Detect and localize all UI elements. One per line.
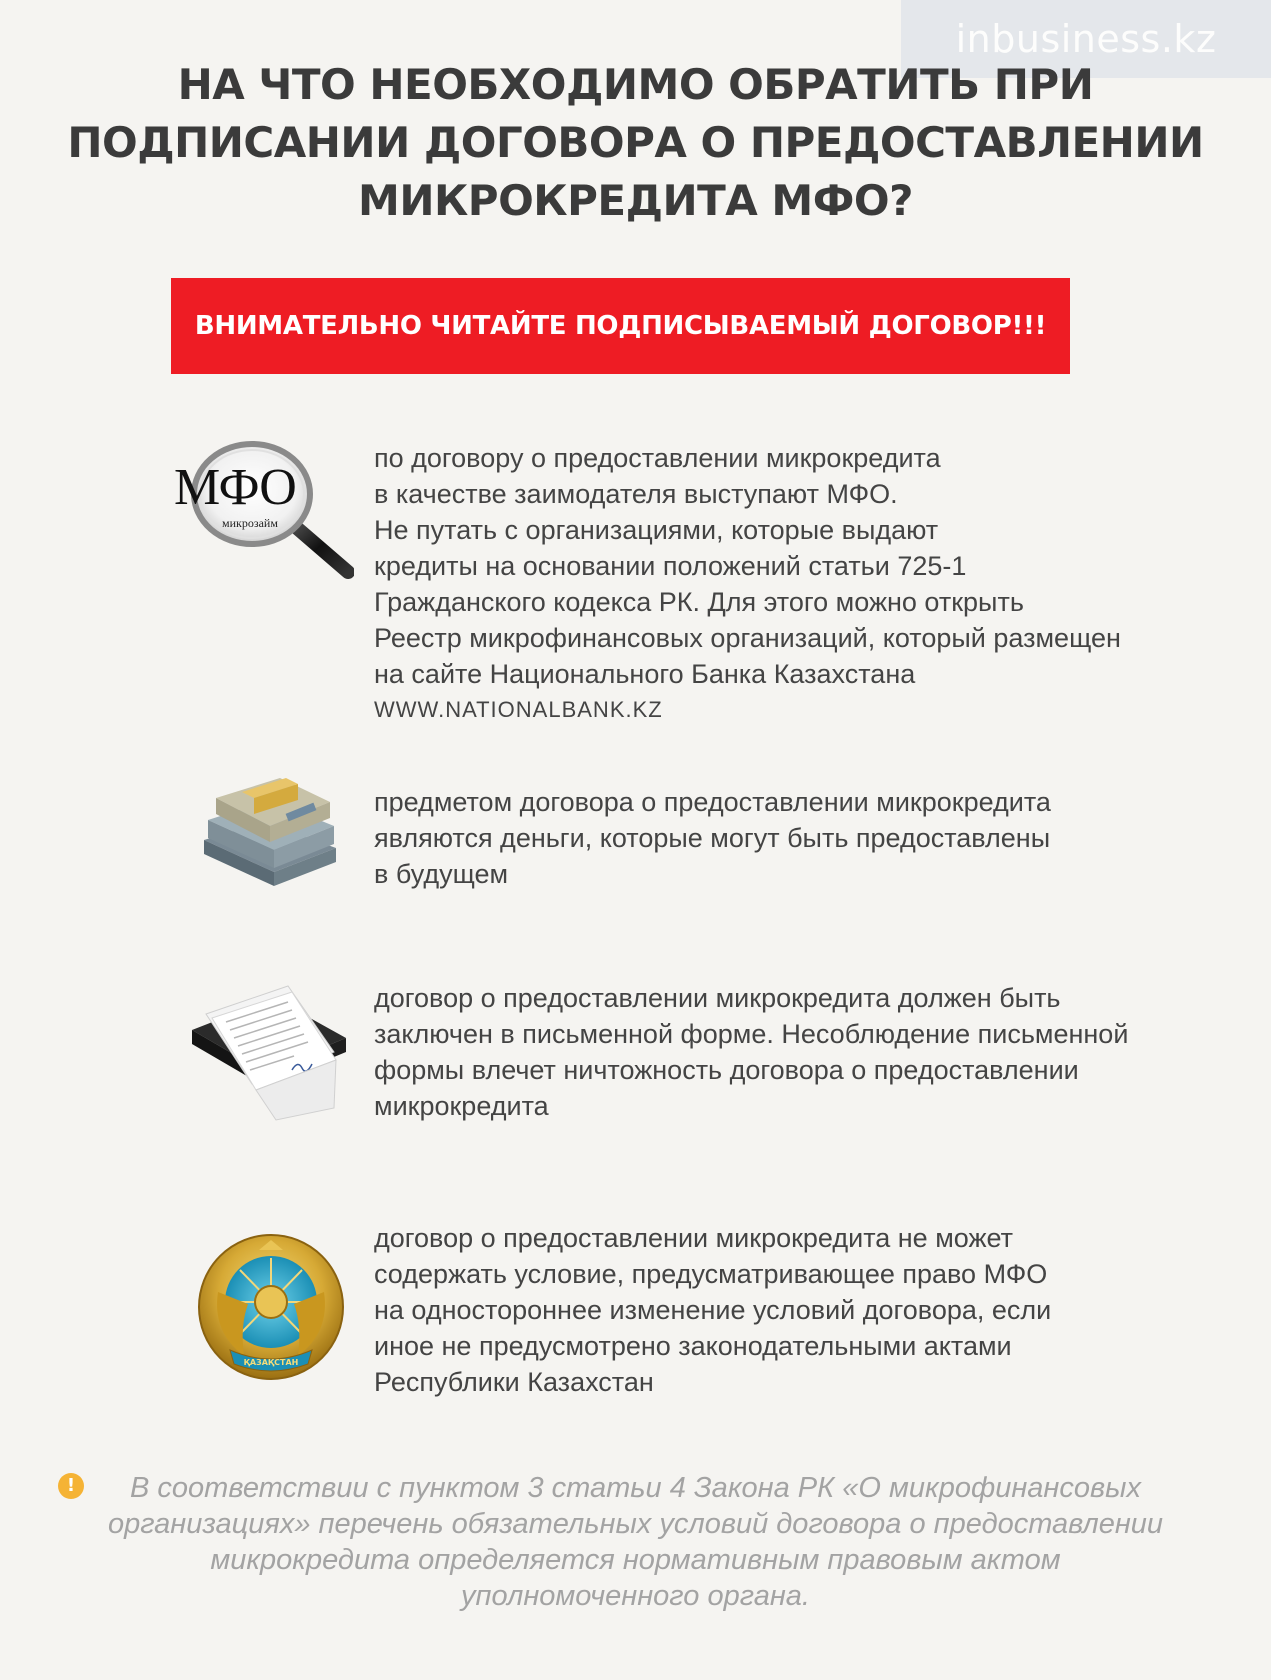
- footnote: [40, 1470, 1231, 1614]
- item-line: Республики Казахстан: [374, 1367, 654, 1397]
- magnifier-sublabel: микрозайм: [222, 516, 278, 530]
- footnote-line: организациях» перечень обязательных условий договора о предоставлении: [107, 1508, 1164, 1540]
- emblem-icon: [196, 1232, 346, 1382]
- item-text-money: [374, 784, 1234, 892]
- item-line: микрокредита: [374, 1091, 549, 1121]
- item-line: по договору о предоставлении микрокредита: [374, 443, 941, 473]
- item-text-unilateral-change: [374, 1220, 1234, 1400]
- exclamation-icon: !: [58, 1473, 84, 1499]
- watermark-text: inbusiness.kz: [955, 17, 1217, 61]
- item-line: Гражданского кодекса РК. Для этого можно открыть: [374, 587, 1024, 617]
- item-line: договор о предоставлении микрокредита должен быть: [374, 983, 1061, 1013]
- item-line: Реестр микрофинансовых организаций, который размещен: [374, 623, 1121, 653]
- footnote-line: В соответствии с пунктом 3 статьи 4 Закона РК «О микрофинансовых: [130, 1472, 1141, 1504]
- nationalbank-link[interactable]: WWW.NATIONALBANK.KZ: [374, 697, 663, 722]
- magnifier-label: МФО: [174, 459, 296, 516]
- money-stack-icon: [194, 770, 344, 890]
- warning-banner-text: ВНИМАТЕЛЬНО ЧИТАЙТЕ ПОДПИСЫВАЕМЫЙ ДОГОВОР!!!: [194, 311, 1047, 341]
- title-line: НА ЧТО НЕОБХОДИМО ОБРАТИТЬ ПРИ: [177, 60, 1094, 109]
- magnifier-icon: [172, 440, 354, 588]
- item-line: в будущем: [374, 859, 509, 889]
- item-line: на одностороннее изменение условий договора, если: [374, 1295, 1052, 1325]
- item-line: содержать условие, предусматривающее право МФО: [374, 1259, 1048, 1289]
- footnote-line: уполномоченного органа.: [461, 1580, 810, 1612]
- item-line: договор о предоставлении микрокредита не может: [374, 1223, 1014, 1253]
- footnote-line: микрокредита определяется нормативным правовым актом: [210, 1544, 1061, 1576]
- item-line: предметом договора о предоставлении микрокредита: [374, 787, 1051, 817]
- document-icon: [184, 980, 350, 1122]
- warning-banner: [171, 278, 1070, 374]
- page-title: [40, 56, 1231, 230]
- item-line: Не путать с организациями, которые выдают: [374, 515, 939, 545]
- item-text-mfo: [374, 440, 1234, 728]
- item-line: являются деньги, которые могут быть предоставлены: [374, 823, 1051, 853]
- item-line: заключен в письменной форме. Несоблюдение письменной: [374, 1019, 1129, 1049]
- item-line: иное не предусмотрено законодательными актами: [374, 1331, 1012, 1361]
- item-line: в качестве заимодателя выступают МФО.: [374, 479, 898, 509]
- item-line: кредиты на основании положений статьи 725-1: [374, 551, 967, 581]
- emblem-label: ҚАЗАҚСТАН: [243, 1358, 299, 1367]
- item-line: на сайте Национального Банка Казахстана: [374, 659, 916, 689]
- title-line: ПОДПИСАНИИ ДОГОВОРА О ПРЕДОСТАВЛЕНИИ: [67, 118, 1204, 167]
- item-line: формы влечет ничтожность договора о предоставлении: [374, 1055, 1079, 1085]
- title-line: МИКРОКРЕДИТА МФО?: [358, 176, 913, 225]
- item-text-written-form: [374, 980, 1234, 1124]
